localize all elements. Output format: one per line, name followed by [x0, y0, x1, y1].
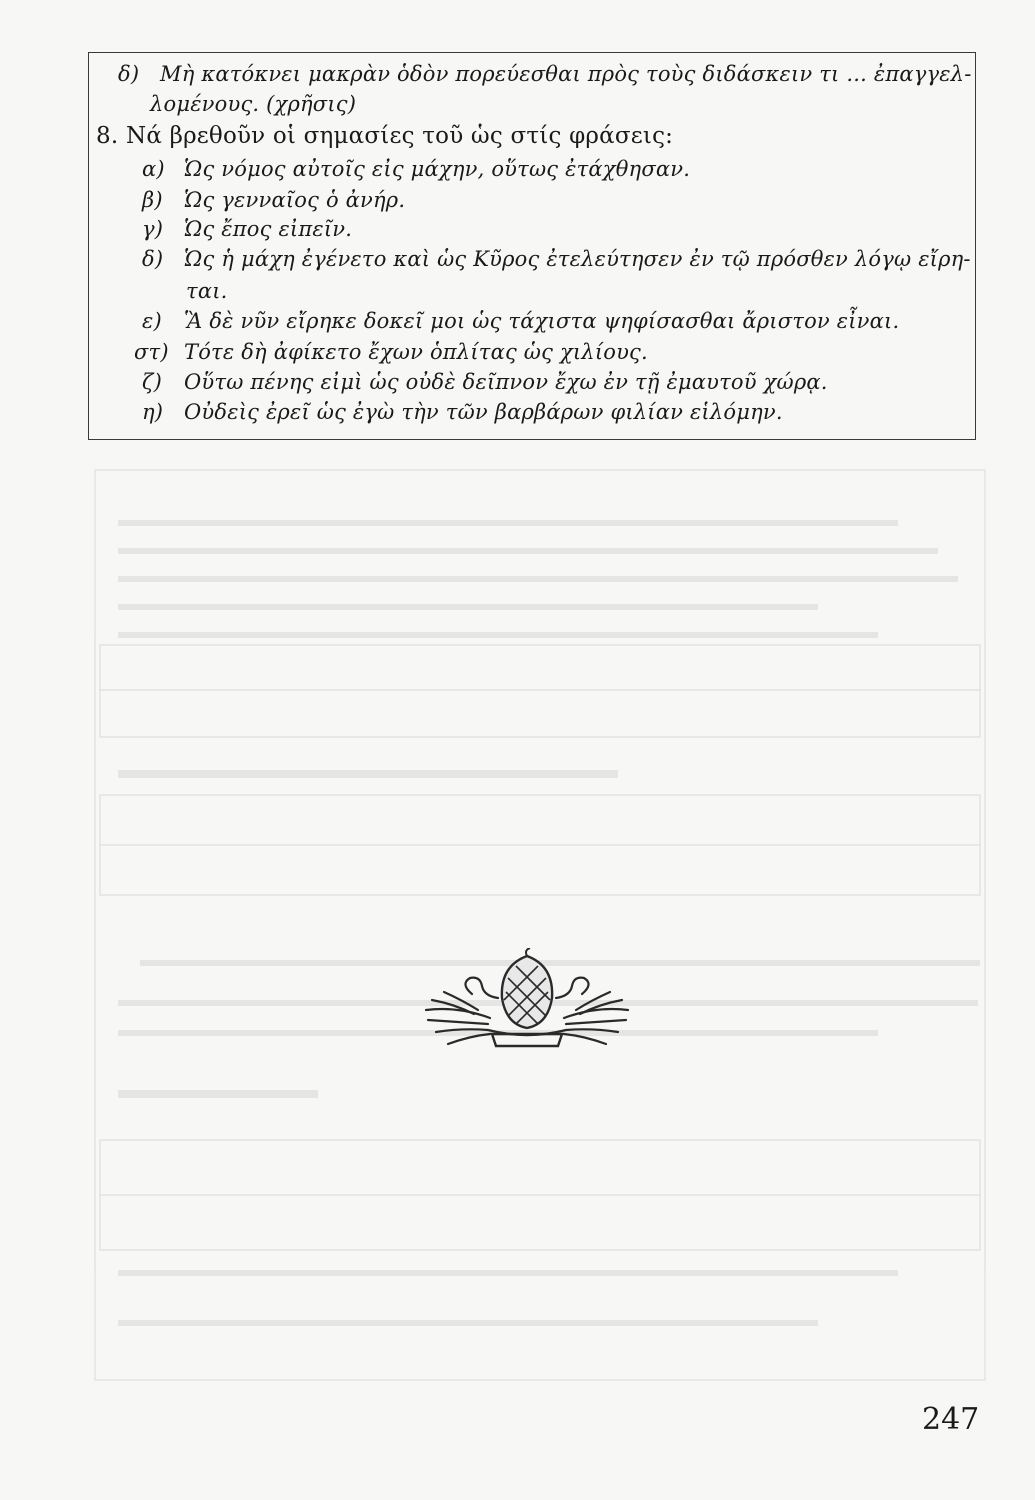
sentence-d: δ) Ὡς ἡ μάχη ἐγένετο καὶ ὡς Κῦρος ἐτελεύτησεν ἐν τῷ πρόσθεν λόγῳ εἴρη-: [142, 247, 971, 271]
page-number: 247: [922, 1402, 980, 1437]
sentence-z: ζ) Οὕτω πένης εἰμὶ ὡς οὐδὲ δεῖπνον ἔχω ἐν τῇ ἐμαυτοῦ χώρᾳ.: [142, 370, 828, 394]
sentence-a: α) Ὡς νόμος αὐτοῖς εἰς μάχην, οὕτως ἐτάχθησαν.: [142, 157, 691, 181]
exercise-line-7d-cont: λομένους. (χρῆσις): [150, 92, 357, 116]
question-8-heading: 8. Νά βρεθοῦν οἱ σημασίες τοῦ ὡς στίς φράσεις:: [96, 123, 674, 149]
sentence-c: γ) Ὡς ἔπος εἰπεῖν.: [142, 217, 353, 241]
sentence-d-cont: ται.: [186, 279, 228, 303]
exercise-line-7d: δ) Μὴ κατόκνει μακρὰν ὁδὸν πορεύεσθαι πρὸς τοὺς διδάσκειν τι ... ἐπαγγελ-: [118, 62, 972, 86]
sentence-st: στ) Τότε δὴ ἀφίκετο ἔχων ὁπλίτας ὡς χιλίους.: [134, 340, 648, 364]
sentence-b: β) Ὡς γενναῖος ὁ ἀνήρ.: [142, 188, 406, 212]
sentence-h: η) Οὐδεὶς ἐρεῖ ὡς ἐγὼ τὴν τῶν βαρβάρων φιλίαν εἱλόμην.: [142, 400, 783, 424]
laurel-basket-ornament-icon: [418, 948, 636, 1058]
sentence-e: ε) Ἃ δὲ νῦν εἴρηκε δοκεῖ μοι ὡς τάχιστα ψηφίσασθαι ἄριστον εἶναι.: [142, 309, 900, 333]
